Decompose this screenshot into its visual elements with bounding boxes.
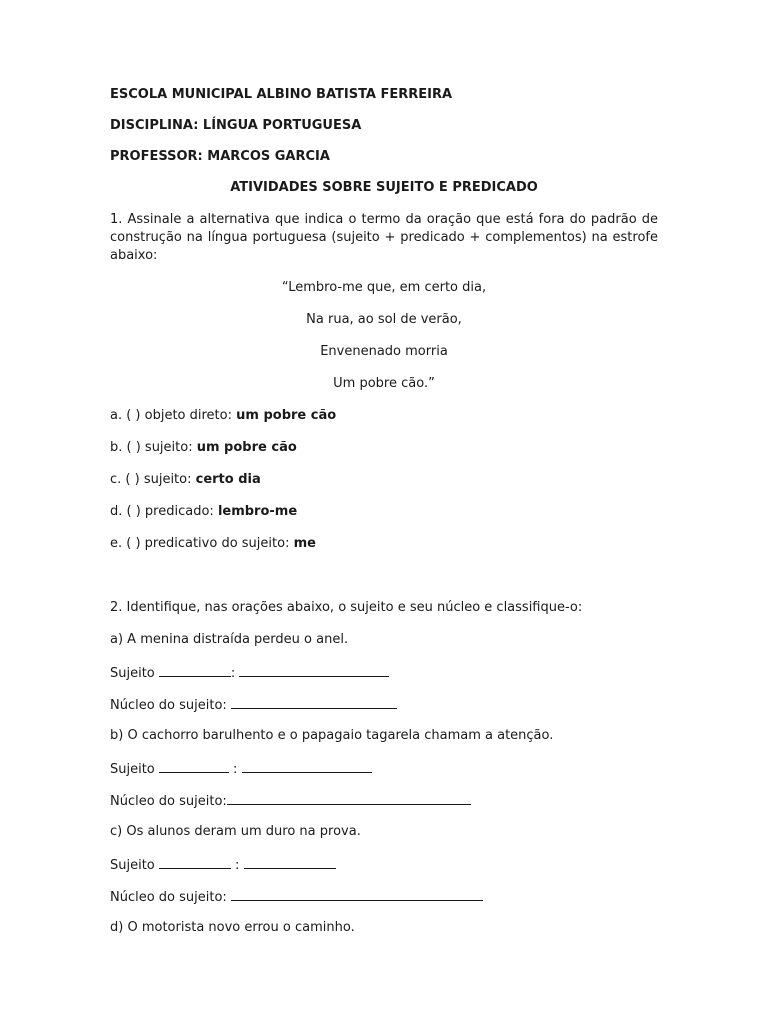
subject-row-c: Sujeito :: [110, 856, 336, 874]
option-d-prefix: d. ( ) predicado:: [110, 504, 218, 519]
option-c-prefix: c. ( ) sujeito:: [110, 472, 196, 487]
verse-line-4: Um pobre cão.”: [333, 376, 435, 391]
option-a[interactable]: [110, 408, 336, 424]
subject-type-blank[interactable]: [159, 664, 231, 677]
option-d-answer: lembro-me: [217, 504, 298, 519]
nucleus-blank[interactable]: [227, 792, 471, 805]
subject-blank[interactable]: [242, 760, 372, 773]
option-a-prefix: a. ( ) objeto direto:: [110, 408, 237, 423]
option-e[interactable]: [110, 536, 316, 552]
sentence-d: d) O motorista novo errou o caminho.: [110, 920, 355, 935]
option-c-answer: certo dia: [195, 472, 261, 487]
option-d[interactable]: [110, 504, 297, 520]
subject-blank[interactable]: [239, 664, 389, 677]
nucleus-blank[interactable]: [231, 888, 483, 901]
sentence-c: c) Os alunos deram um duro na prova.: [110, 824, 361, 839]
verse-line-3: Envenenado morria: [320, 344, 448, 359]
option-b[interactable]: [110, 440, 297, 456]
subject-row-b: Sujeito :: [110, 760, 372, 778]
nucleus-row-a: [110, 696, 397, 714]
verse-line-1: “Lembro-me que, em certo dia,: [281, 280, 487, 295]
option-b-answer: um pobre cão: [196, 440, 297, 455]
subject-row-a: Sujeito :: [110, 664, 389, 682]
school-name: ESCOLA MUNICIPAL ALBINO BATISTA FERREIRA: [110, 87, 453, 102]
verse-line-2: Na rua, ao sol de verão,: [306, 312, 462, 327]
option-e-answer: me: [293, 536, 316, 551]
option-c[interactable]: [110, 472, 261, 488]
option-a-answer: um pobre cão: [236, 408, 337, 423]
nucleus-blank[interactable]: [231, 696, 397, 709]
option-b-prefix: b. ( ) sujeito:: [110, 440, 197, 455]
subject-line: DISCIPLINA: LÍNGUA PORTUGUESA: [110, 118, 362, 133]
sentence-b: b) O cachorro barulhento e o papagaio tagarela chamam a atenção.: [110, 728, 554, 743]
subject-type-blank[interactable]: [159, 760, 229, 773]
subject-label: Sujeito: [110, 858, 155, 873]
subject-blank[interactable]: [244, 856, 336, 869]
subject-label: Sujeito: [110, 666, 155, 681]
nucleus-label: Núcleo do sujeito:: [110, 890, 227, 905]
nucleus-label: Núcleo do sujeito:: [110, 698, 227, 713]
question-1-statement: 1. Assinale a alternativa que indica o termo da oração que está fora do padrão de construção na língua portuguesa (sujeito + predicado + complementos) na estrofe abaixo:: [110, 212, 658, 263]
option-e-prefix: e. ( ) predicativo do sujeito:: [110, 536, 294, 551]
question-2-statement: 2. Identifique, nas orações abaixo, o sujeito e seu núcleo e classifique-o:: [110, 600, 583, 615]
subject-type-blank[interactable]: [159, 856, 231, 869]
subject-label: Sujeito: [110, 762, 155, 777]
page-title: ATIVIDADES SOBRE SUJEITO E PREDICADO: [230, 180, 538, 195]
nucleus-row-b: [110, 792, 471, 810]
nucleus-row-c: [110, 888, 483, 906]
teacher-line: PROFESSOR: MARCOS GARCIA: [110, 149, 330, 164]
nucleus-label: Núcleo do sujeito:: [110, 794, 227, 809]
sentence-a: a) A menina distraída perdeu o anel.: [110, 632, 349, 647]
